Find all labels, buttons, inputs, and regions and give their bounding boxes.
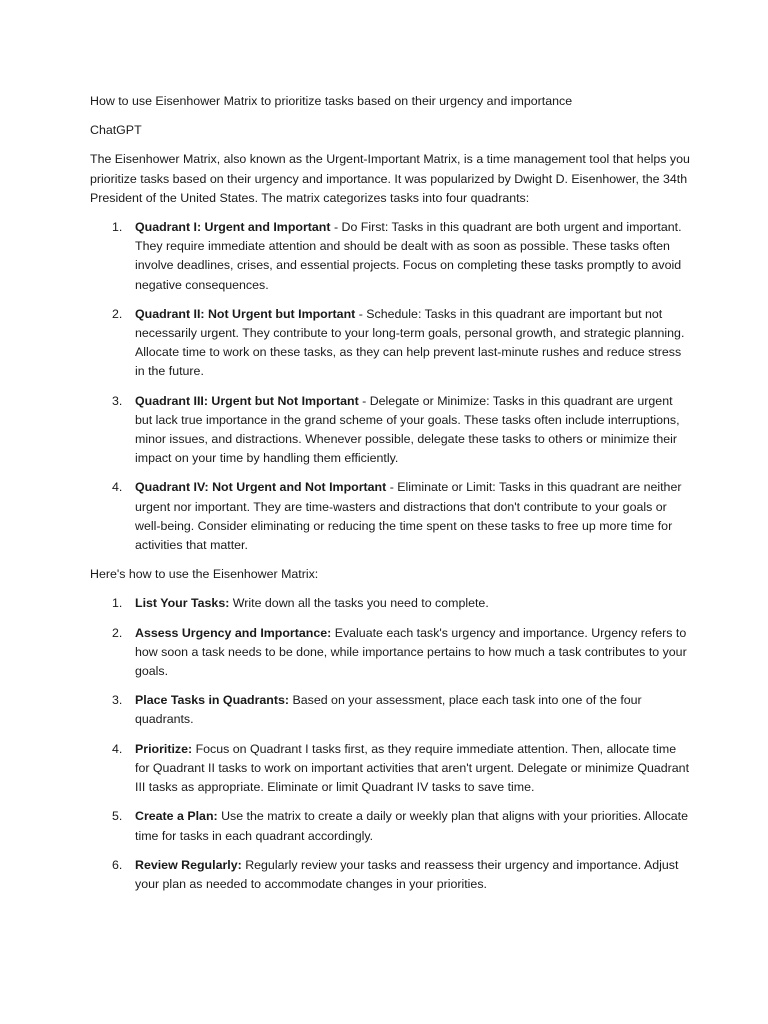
list-number: 1. xyxy=(112,596,123,611)
list-number: 2. xyxy=(112,306,123,321)
quadrant-term: Quadrant III: Urgent but Not Important xyxy=(135,393,359,408)
quadrant-item xyxy=(90,305,690,382)
howto-intro: Here's how to use the Eisenhower Matrix: xyxy=(90,567,319,582)
speaker-label: ChatGPT xyxy=(90,123,142,138)
list-number: 5. xyxy=(112,809,123,824)
steps-list xyxy=(90,594,690,894)
step-description: Based on your assessment, place each task into one of the four quadrants. xyxy=(135,693,642,727)
document-page xyxy=(90,92,690,904)
step-term: Create a Plan: xyxy=(135,809,218,824)
step-description: Write down all the tasks you need to complete. xyxy=(229,596,489,611)
step-item xyxy=(90,740,690,798)
quadrant-description: - Delegate or Minimize: Tasks in this quadrant are urgent but lack true importance in the grand scheme of your goals. These tasks often include interruptions, minor issues, and distractions. Whenever possible, delegate these tasks to others or minimize their impact on your time by handling them efficiently. xyxy=(135,393,680,466)
quadrant-description: - Schedule: Tasks in this quadrant are important but not necessarily urgent. They contribute to your long-term goals, personal growth, and strategic planning. Allocate time to work on these tasks, as they can help prevent last-minute rushes and reduce stress in the future. xyxy=(135,306,685,379)
quadrant-item xyxy=(90,478,690,555)
quadrant-term: Quadrant II: Not Urgent but Important xyxy=(135,306,356,321)
step-term: Assess Urgency and Importance: xyxy=(135,625,332,640)
list-number: 3. xyxy=(112,393,123,408)
quadrant-list xyxy=(90,218,690,555)
step-item xyxy=(90,594,690,613)
step-description: Evaluate each task's urgency and importance. Urgency refers to how soon a task needs to be done, while importance pertains to how much a task contributes to your goals. xyxy=(135,625,687,679)
list-number: 4. xyxy=(112,480,123,495)
step-description: Focus on Quadrant I tasks first, as they require immediate attention. Then, allocate time for Quadrant II tasks to work on important activities that aren't urgent. Delegate or minimize Quadrant III tasks as appropriate. Eliminate or limit Quadrant IV tasks to save time. xyxy=(135,741,690,795)
quadrant-item xyxy=(90,218,690,295)
intro-paragraph: The Eisenhower Matrix, also known as the Urgent-Important Matrix, is a time management tool that helps you prioritize tasks based on their urgency and importance. It was popularized by Dwight D. Eisenhower, the 34th President of the United States. The matrix categorizes tasks into four quadrants: xyxy=(90,152,690,205)
list-number: 3. xyxy=(112,693,123,708)
quadrant-description: - Do First: Tasks in this quadrant are both urgent and important. They require immediate attention and should be dealt with as soon as possible. These tasks often involve deadlines, crises, and essential projects. Focus on completing these tasks promptly to avoid negative consequences. xyxy=(135,220,682,292)
quadrant-term: Quadrant IV: Not Urgent and Not Important xyxy=(135,480,387,495)
quadrant-description: - Eliminate or Limit: Tasks in this quadrant are neither urgent nor important. They are time-wasters and distractions that don't contribute to your goals or well-being. Consider eliminating or reducing the time spent on these tasks to free up more time for activities that matter. xyxy=(135,480,682,553)
document-title: How to use Eisenhower Matrix to prioritize tasks based on their urgency and importance xyxy=(90,94,573,108)
step-description: Use the matrix to create a daily or weekly plan that aligns with your priorities. Allocate time for tasks in each quadrant accordingly. xyxy=(135,809,689,843)
step-term: Review Regularly: xyxy=(135,857,242,872)
step-item xyxy=(90,624,690,682)
list-number: 6. xyxy=(112,857,123,872)
step-term: Prioritize: xyxy=(135,741,193,756)
step-description: Regularly review your tasks and reassess their urgency and importance. Adjust your plan as needed to accommodate changes in your priorities. xyxy=(135,857,679,891)
list-number: 2. xyxy=(112,625,123,640)
quadrant-item xyxy=(90,392,690,469)
list-number: 1. xyxy=(112,220,123,235)
step-term: Place Tasks in Quadrants: xyxy=(135,693,290,708)
step-term: List Your Tasks: xyxy=(135,596,230,611)
step-item xyxy=(90,856,690,894)
list-number: 4. xyxy=(112,741,123,756)
step-item xyxy=(90,691,690,729)
quadrant-term: Quadrant I: Urgent and Important xyxy=(135,220,331,235)
step-item xyxy=(90,807,690,845)
